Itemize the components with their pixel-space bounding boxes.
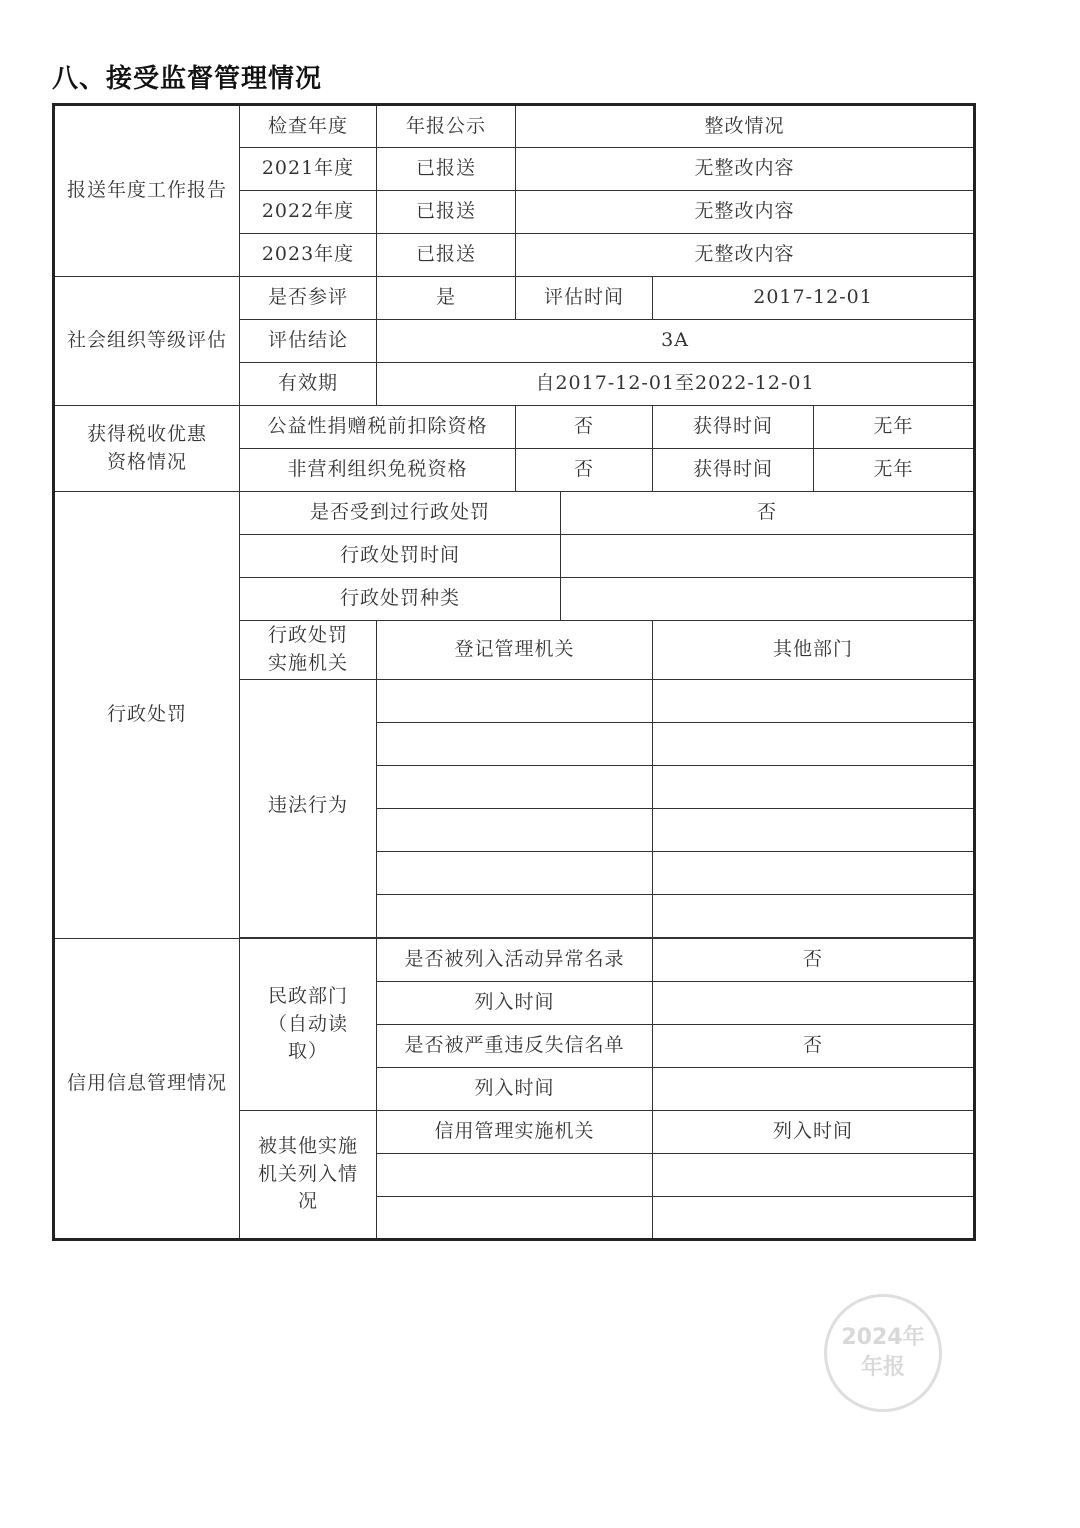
penalty-agency-label-line2: 实施机关 — [267, 652, 348, 674]
penalty-label: 行政处罚 — [54, 492, 240, 939]
violation-cell — [653, 723, 975, 766]
tax-item: 非营利组织免税资格 — [240, 449, 516, 492]
violation-cell — [377, 766, 653, 809]
other-agency-label-line1: 被其他实施 — [257, 1135, 358, 1158]
report-status: 已报送 — [377, 148, 516, 191]
conclusion-label: 评估结论 — [240, 320, 377, 363]
civil-affairs-label-line3: 取） — [287, 1040, 328, 1063]
other-agency-label — [240, 1111, 377, 1240]
annual-report-watermark — [824, 1294, 942, 1412]
other-agency-col1: 信用管理实施机关 — [377, 1111, 653, 1154]
abnormal-list-label: 是否被列入活动异常名录 — [377, 939, 653, 982]
header-rectification: 整改情况 — [516, 105, 975, 148]
other-agency-col2: 列入时间 — [653, 1111, 975, 1154]
tax-time-value: 无年 — [814, 449, 975, 492]
tax-row — [54, 406, 975, 449]
other-agency-cell — [653, 1154, 975, 1197]
tax-time-value: 无年 — [814, 406, 975, 449]
dishonest-time-label: 列入时间 — [377, 1068, 653, 1111]
conclusion-value: 3A — [377, 320, 975, 363]
participated-value: 是 — [377, 277, 516, 320]
violation-cell — [377, 680, 653, 723]
report-year: 2021年度 — [240, 148, 377, 191]
penalty-received-value: 否 — [561, 492, 975, 535]
report-rectification: 无整改内容 — [516, 148, 975, 191]
tax-item: 公益性捐赠税前扣除资格 — [240, 406, 516, 449]
validity-value: 自2017-12-01至2022-12-01 — [377, 363, 975, 406]
tax-label-line1: 获得税收优惠 — [86, 422, 207, 445]
tax-value: 否 — [516, 449, 653, 492]
penalty-type-value — [561, 578, 975, 621]
penalty-time-label: 行政处罚时间 — [240, 535, 561, 578]
evaluation-time-label: 评估时间 — [516, 277, 653, 320]
header-check-year: 检查年度 — [240, 105, 377, 148]
validity-label: 有效期 — [240, 363, 377, 406]
tax-label-line2: 资格情况 — [106, 450, 187, 473]
penalty-agency-col1: 登记管理机关 — [377, 621, 653, 680]
report-rectification: 无整改内容 — [516, 234, 975, 277]
tax-value: 否 — [516, 406, 653, 449]
penalty-agency-label-line1: 行政处罚 — [267, 624, 348, 647]
other-agency-label-line3: 况 — [297, 1190, 318, 1213]
tax-label — [54, 406, 240, 492]
report-status: 已报送 — [377, 234, 516, 277]
violation-cell — [653, 680, 975, 723]
penalty-agency-col2: 其他部门 — [653, 621, 975, 680]
dishonest-list-value: 否 — [653, 1025, 975, 1068]
penalty-received-label: 是否受到过行政处罚 — [240, 492, 561, 535]
violation-cell — [653, 852, 975, 895]
tax-time-label: 获得时间 — [653, 406, 814, 449]
header-public: 年报公示 — [377, 105, 516, 148]
violation-cell — [377, 723, 653, 766]
dishonest-time-value — [653, 1068, 975, 1111]
abnormal-list-value: 否 — [653, 939, 975, 982]
penalty-agency-label — [240, 621, 377, 680]
section-title: 八、接受监督管理情况 — [52, 64, 323, 94]
evaluation-row — [54, 277, 975, 320]
supervision-table — [52, 103, 976, 1241]
watermark-line1: 2024年 — [841, 1325, 925, 1351]
credit-label: 信用信息管理情况 — [54, 939, 240, 1240]
report-year: 2022年度 — [240, 191, 377, 234]
participated-label: 是否参评 — [240, 277, 377, 320]
other-agency-cell — [377, 1154, 653, 1197]
credit-row — [54, 939, 975, 982]
abnormal-time-label: 列入时间 — [377, 982, 653, 1025]
annual-report-header-row — [54, 105, 975, 148]
abnormal-time-value — [653, 982, 975, 1025]
violation-cell — [653, 895, 975, 938]
watermark-line2: 年报 — [860, 1355, 905, 1380]
penalty-time-value — [561, 535, 975, 578]
other-agency-label-line2: 机关列入情 — [257, 1162, 358, 1185]
violation-label: 违法行为 — [240, 680, 377, 938]
other-agency-cell — [653, 1197, 975, 1240]
report-year: 2023年度 — [240, 234, 377, 277]
tax-time-label: 获得时间 — [653, 449, 814, 492]
civil-affairs-label-line2: （自动读 — [267, 1012, 348, 1035]
evaluation-time-value: 2017-12-01 — [653, 277, 975, 320]
civil-affairs-label-line1: 民政部门 — [267, 985, 348, 1008]
violation-cell — [653, 809, 975, 852]
penalty-row — [54, 492, 975, 535]
penalty-type-label: 行政处罚种类 — [240, 578, 561, 621]
report-rectification: 无整改内容 — [516, 191, 975, 234]
violation-cell — [377, 895, 653, 938]
violation-cell — [653, 766, 975, 809]
other-agency-cell — [377, 1197, 653, 1240]
evaluation-label: 社会组织等级评估 — [54, 277, 240, 406]
dishonest-list-label: 是否被严重违反失信名单 — [377, 1025, 653, 1068]
violation-cell — [377, 852, 653, 895]
violation-cell — [377, 809, 653, 852]
report-status: 已报送 — [377, 191, 516, 234]
annual-report-label: 报送年度工作报告 — [54, 105, 240, 277]
civil-affairs-label — [240, 939, 377, 1111]
